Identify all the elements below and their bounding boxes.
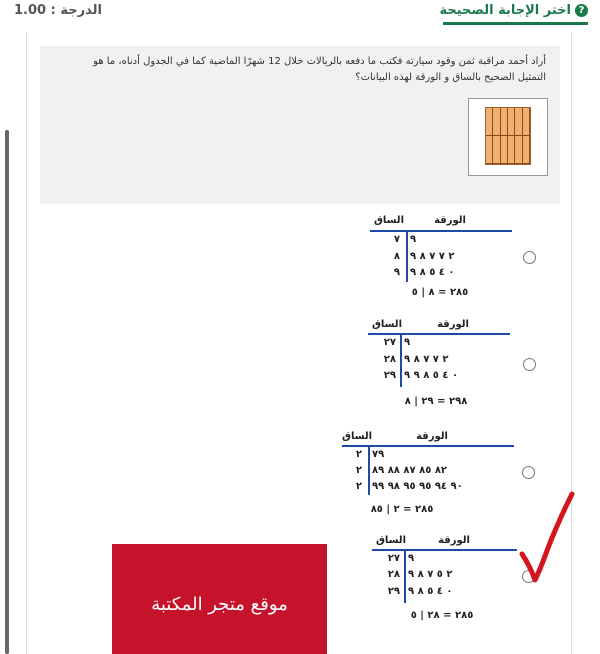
option-2-leaves-0: ٩ [404,337,411,348]
option-1-divider-h [370,230,512,232]
option-1-stem-0: ٧ [393,234,400,245]
frame-border-left [26,32,27,654]
option-2-radio[interactable] [523,358,536,371]
option-3-stem-leaf-plot [342,428,517,520]
option-1-radio[interactable] [523,251,536,264]
option-3-leaves-1: ٨٢ ٨٥ ٨٧ ٨٨ ٨٩ [372,465,448,476]
question-circle-icon[interactable]: ? [575,4,588,17]
option-2-leaves-2: ٠ ٤ ٥ ٨ ٩ ٩ [404,370,459,381]
option-4-stem-0: ٢٧ [387,553,400,564]
option-2-key: ٢٩٨ = ٢٩ | ٨ [404,396,468,407]
option-3-stem-1: ٢ [355,465,362,476]
option-1-key: ٢٨٥ = ٨ | ٥ [411,287,469,298]
option-3-stem-0: ٢ [355,449,362,460]
option-3-stem-2: ٢ [355,481,362,492]
option-1-stem-leaf-plot [370,212,515,302]
option-4-key: ٢٨٥ = ٢٨ | ٥ [410,610,474,621]
option-3-divider-v [368,445,370,495]
option-2-stem-0: ٢٧ [383,337,396,348]
option-1-leaves-2: ٠ ٤ ٥ ٨ ٩ [410,267,455,278]
question-title [440,3,589,18]
option-4-stem-leaf-plot [372,532,517,627]
option-2-stem-1: ٢٨ [383,354,396,365]
option-3-leaves-0: ٧٩ [372,449,385,460]
correct-check-icon [518,488,578,588]
option-1-leaves-1: ٢ ٧ ٧ ٨ ٩ [410,251,455,262]
option-4-stem-1: ٢٨ [387,569,400,580]
option-2-divider-h [368,333,510,335]
option-2-leaf-header: الورقة [437,319,469,330]
option-1-divider-v [406,230,408,282]
header-bar [0,0,600,32]
option-4-divider-h [372,549,517,551]
option-1-stem-header: الساق [373,215,404,226]
option-3-key: ٢٨٥ = ٢ | ٨٥ [370,504,434,515]
option-1-leaf-header: الورقة [434,215,466,226]
option-2-leaves-1: ٢ ٧ ٧ ٨ ٩ [404,354,449,365]
option-4-divider-v [404,549,406,603]
option-4-leaves-2: ٠ ٤ ٥ ٨ ٩ [408,586,453,597]
option-2-divider-v [400,333,402,387]
option-3-leaves-2: ٩٠ ٩٤ ٩٥ ٩٥ ٩٨ ٩٩ [372,481,463,492]
question-title-text: اختر الإجابة الصحيحة [439,3,571,18]
option-4-stem-header: الساق [375,535,406,546]
option-3-leaf-header: الورقة [416,431,448,442]
title-underline [443,22,588,25]
watermark-banner [112,544,327,654]
option-1-stem-1: ٨ [393,251,400,262]
watermark-text: موقع متجر المكتبة [151,594,288,615]
grade-label: الدرجة : 1.00 [14,3,102,18]
option-4-leaf-header: الورقة [438,535,470,546]
option-4-leaves-1: ٢ ٥ ٧ ٨ ٩ [408,569,453,580]
question-data-table-image [468,98,548,176]
option-4-leaves-0: ٩ [408,553,415,564]
question-box [40,46,560,204]
question-text: أراد أحمد مراقبة ثمن وقود سيارته فكتب ما دفعه بالريالات خلال 12 شهرًا الماضية كما في الجدول أدناه، ما هو التمثيل الصحيح بالساق و الورقة لهذه البيانات؟ [93,56,546,83]
fuel-price-table [485,107,531,165]
option-2-stem-header: الساق [371,319,402,330]
option-4-stem-2: ٢٩ [387,586,400,597]
option-2-stem-leaf-plot [368,316,513,411]
option-3-radio[interactable] [522,466,535,479]
option-3-stem-header: الساق [342,431,373,442]
option-2-stem-2: ٢٩ [383,370,396,381]
option-1-stem-2: ٩ [393,267,400,278]
option-1-leaves-0: ٩ [410,234,417,245]
scrollbar[interactable] [5,130,9,654]
